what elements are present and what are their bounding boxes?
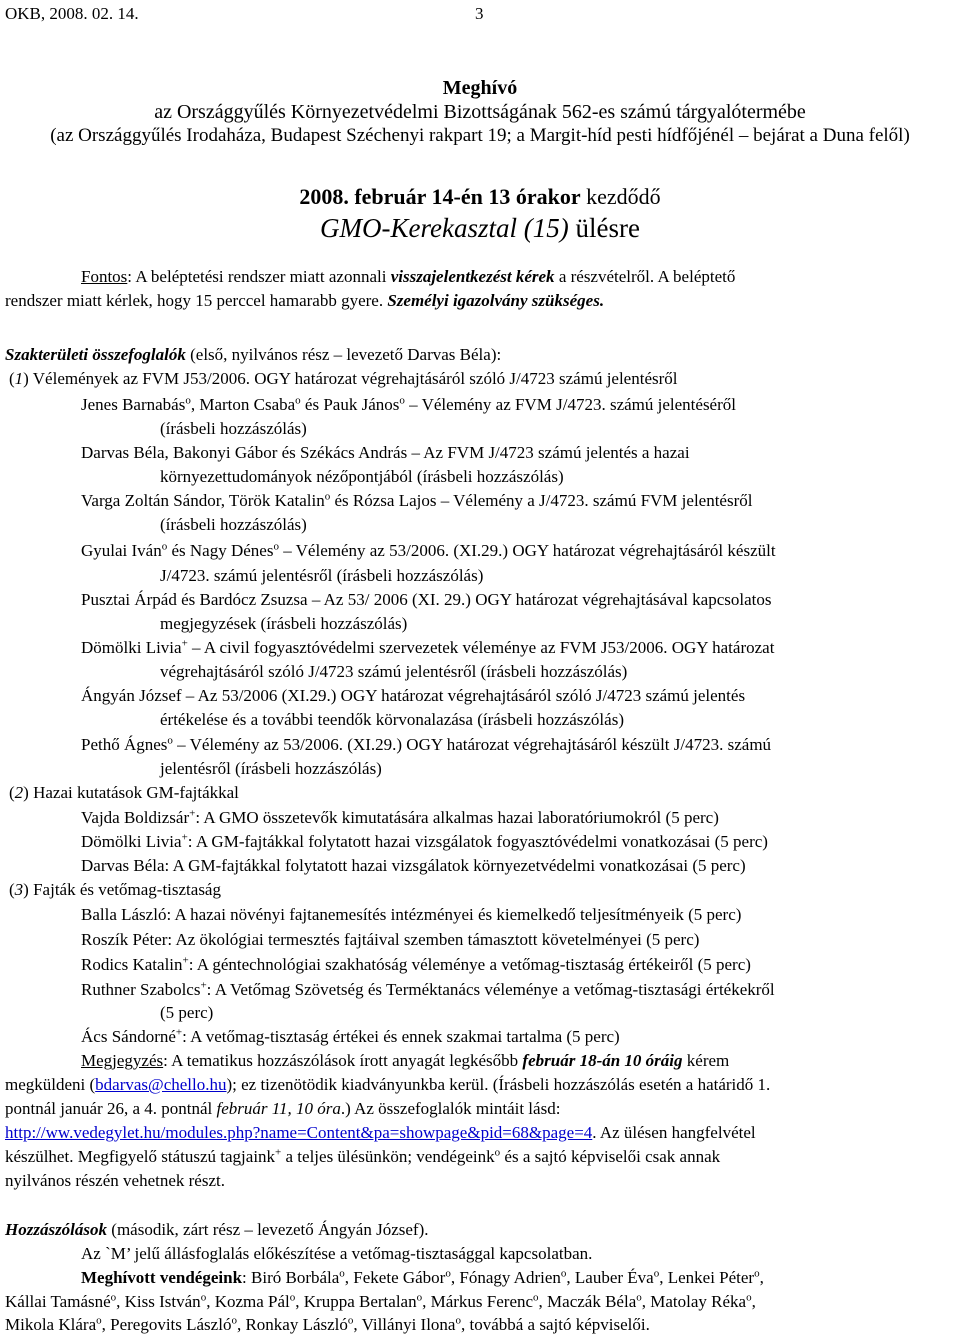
section2-title: Hozzászólások xyxy=(5,1220,108,1239)
entry-line: Ács Sándorné+: A vetőmag-tisztaság értékei és ennek szakmai tartalma (5 perc) xyxy=(81,1026,620,1046)
guests-line1: Meghívott vendégeink: Biró Borbála$^o$, Fekete Gábor$^o$, Fónagy Adrien$^o$, Lauber Éva$^o$, Lenkei Péter$^o$, xyxy=(81,1267,764,1287)
invitation-line1: az Országgyűlés Környezetvédelmi Bizottságának 562-es számú tárgyalótermébe xyxy=(154,101,806,123)
meeting-name xyxy=(0,212,960,244)
entry-line: Vajda Boldizsár+: A GMO összetevők kimutatására alkalmas hazai laboratóriumokról (5 perc) xyxy=(81,807,719,827)
notice-label: Fontos xyxy=(81,267,128,286)
entry-line: megjegyzések (írásbeli hozzászólás) xyxy=(160,614,408,633)
page-number: 3 xyxy=(475,4,484,23)
note-line1: Megjegyzés: A tematikus hozzászólások írott anyagát legkésőbb február 18-án 10 óráig kérem xyxy=(81,1051,730,1070)
notice-line2-text: rendszer miatt kérlek, hogy 15 perccel hamarabb gyere. xyxy=(5,291,388,310)
notice-text: : A beléptetési rendszer miatt azonnali xyxy=(127,267,391,286)
notice-text-end: a részvételről. A beléptető xyxy=(554,267,736,286)
entry-line: Ruthner Szabolcs+: A Vetőmag Szövetség és Terméktanács véleménye a vetőmag-tisztasági értékekről xyxy=(81,979,775,999)
note-deadline-2: február 11, 10 óra xyxy=(216,1099,341,1118)
meeting-date-bold: 2008. február 14-én 13 órakor xyxy=(299,184,581,209)
entry-line: Jenes Barnabás$^o$, Marton Csaba$^o$ és Pauk János$^o$ – Vélemény az FVM J/4723. számú jelentéséről xyxy=(81,394,736,414)
entry-line: Pethő Ágnes$^o$ – Vélemény az 53/2006. (XI.29.) OGY határozat végrehajtásáról készült J/4723. számú xyxy=(81,734,772,754)
entry-line: Balla László: A hazai növényi fajtanemesítés intézményei és kiemelkedő teljesítményeik (5 perc) xyxy=(81,905,742,924)
entry-line: Darvas Béla: A GM-fajtákkal folytatott hazai vizsgálatok környezetvédelmi vonatkozásai (5 perc) xyxy=(81,856,746,875)
entry-line: Roszík Péter: Az ökológiai termesztés fajtáival szemben támasztott követelményei (5 perc) xyxy=(81,930,700,949)
item1-number: 1 xyxy=(14,369,24,388)
header-date: OKB, 2008. 02. 14. xyxy=(5,4,139,23)
entry-line: Ángyán József – Az 53/2006 (XI.29.) OGY határozat végrehajtásáról szóló J/4723 számú jelentés xyxy=(81,686,746,705)
meeting-name-title: GMO-Kerekasztal (15) xyxy=(320,213,569,243)
section1-heading xyxy=(5,345,501,365)
entry-line: végrehajtásáról szóló J/4723 számú jelentésről (írásbeli hozzászólás) xyxy=(160,662,628,681)
item3-heading: (3) Fajták és vetőmag-tisztaság xyxy=(9,880,221,899)
item2-number: 2 xyxy=(14,783,24,802)
entry-line: Dömölki Livia+ – A civil fogyasztóvédelmi szervezetek véleménye az FVM J53/2006. OGY határozat xyxy=(81,637,775,657)
note-line5: készülhet. Megfigyelő státuszú tagjaink+ a teljes ülésünkön; vendégeink$^o$ és a sajtó képviselői csak annak xyxy=(5,1146,721,1166)
entry-line: J/4723. számú jelentésről (írásbeli hozzászólás) xyxy=(160,566,484,585)
note-label: Megjegyzés xyxy=(81,1051,164,1070)
section2-line: Az `M’ jelű állásfoglalás előkészítése a vetőmag-tisztasággal kapcsolatban. xyxy=(81,1244,593,1263)
url-link[interactable]: http://ww.vedegylet.hu/modules.php?name=Content&pa=showpage&pid=68&page=4 xyxy=(5,1123,593,1142)
entry-line: jelentésről (írásbeli hozzászólás) xyxy=(160,759,382,778)
item1-heading: (1) Vélemények az FVM J53/2006. OGY határozat végrehajtásáról szóló J/4723 számú jelentésről xyxy=(9,369,678,388)
email-link[interactable]: bdarvas@chello.hu xyxy=(95,1075,227,1094)
note-deadline: február 18-án 10 óráig xyxy=(522,1051,683,1070)
entry-line: Rodics Katalin+: A géntechnológiai szakhatóság véleménye a vetőmag-tisztaság értékeiről (5 perc) xyxy=(81,954,751,974)
entry-line: Varga Zoltán Sándor, Török Katalin$^o$ és Rózsa Lajos – Vélemény a J/4723. számú FVM jelentésről xyxy=(81,490,753,510)
item3-text: Fajták és vetőmag-tisztaság xyxy=(33,880,221,899)
entry-line: Darvas Béla, Bakonyi Gábor és Székács András – Az FVM J/4723 számú jelentés a hazai xyxy=(81,443,690,462)
entry-line: környezettudományok nézőpontjából (írásbeli hozzászólás) xyxy=(160,467,564,486)
section2-heading: Hozzászólások (második, zárt rész – levezető Ángyán József). xyxy=(5,1220,429,1239)
entry-line: Dömölki Livia+: A GM-fajtákkal folytatott hazai vizsgálatok fogyasztóvédelmi vonatkozásai (5 perc) xyxy=(81,831,768,851)
entry-line: (írásbeli hozzászólás) xyxy=(160,515,307,534)
item2-text: Hazai kutatások GM-fajtákkal xyxy=(33,783,239,802)
entry-line: (5 perc) xyxy=(160,1003,214,1022)
guests-line2: Kállai Tamásné$^o$, Kiss István$^o$, Kozma Pál$^o$, Kruppa Bertalan$^o$, Márkus Ferenc$^o$, Maczák Béla$^o$, Matolay Réka$^o$, xyxy=(5,1291,756,1311)
invitation-title: Meghívó xyxy=(442,77,518,99)
meeting-date-rest: kezdődő xyxy=(580,184,661,209)
entry-line: értékelése és a további teendők körvonalazása (írásbeli hozzászólás) xyxy=(160,710,624,729)
invitation-line2: (az Országgyűlés Irodaháza, Budapest Széchenyi rakpart 19; a Margit-híd pesti hídfőjénél – bejárat a Duna felől) xyxy=(50,125,910,146)
notice-emph: visszajelentkezést kérek xyxy=(390,267,555,286)
notice-line2 xyxy=(5,291,604,311)
notice-id-required: Személyi igazolvány szükséges. xyxy=(387,291,605,310)
entry-line: (írásbeli hozzászólás) xyxy=(160,419,307,438)
notice-line1 xyxy=(81,267,735,287)
guests-line3: Mikola Klára$^o$, Peregovits László$^o$, Ronkay László$^o$, Villányi Ilona$^o$, továbbá a sajtó képviselői. xyxy=(5,1314,650,1334)
note-line2: megküldeni (bdarvas@chello.hu); ez tizenötödik kiadványunkba kerül. (Írásbeli hozzászólás esetén a határidő 1. xyxy=(5,1075,771,1094)
note-line4: http://ww.vedegylet.hu/modules.php?name=Content&pa=showpage&pid=68&page=4. Az ülésen hangfelvétel xyxy=(5,1123,756,1142)
item3-number: 3 xyxy=(14,880,24,899)
guests-label: Meghívott vendégeink xyxy=(81,1268,243,1287)
entry-line: Gyulai Iván$^o$ és Nagy Dénes$^o$ – Vélemény az 53/2006. (XI.29.) OGY határozat végrehajtásáról készült xyxy=(81,540,776,560)
item2-heading: (2) Hazai kutatások GM-fajtákkal xyxy=(9,783,239,802)
section1-title: Szakterületi összefoglalók xyxy=(5,345,186,364)
note-line6: nyilvános részén vehetnek részt. xyxy=(5,1171,225,1190)
meeting-date xyxy=(0,184,960,210)
item1-text: Vélemények az FVM J53/2006. OGY határozat végrehajtásáról szóló J/4723 számú jelentésről xyxy=(32,369,678,388)
note-line3: pontnál január 26, a 4. pontnál február 11, 10 óra.) Az összefoglalók mintáit lásd: xyxy=(5,1099,561,1118)
meeting-name-rest: ülésre xyxy=(568,213,640,243)
entry-line: Pusztai Árpád és Bardócz Zsuzsa – Az 53/ 2006 (XI. 29.) OGY határozat végrehajtásával kapcsolatos xyxy=(81,590,772,609)
section1-title-rest: (első, nyilvános rész – levezető Darvas Béla): xyxy=(185,345,502,364)
